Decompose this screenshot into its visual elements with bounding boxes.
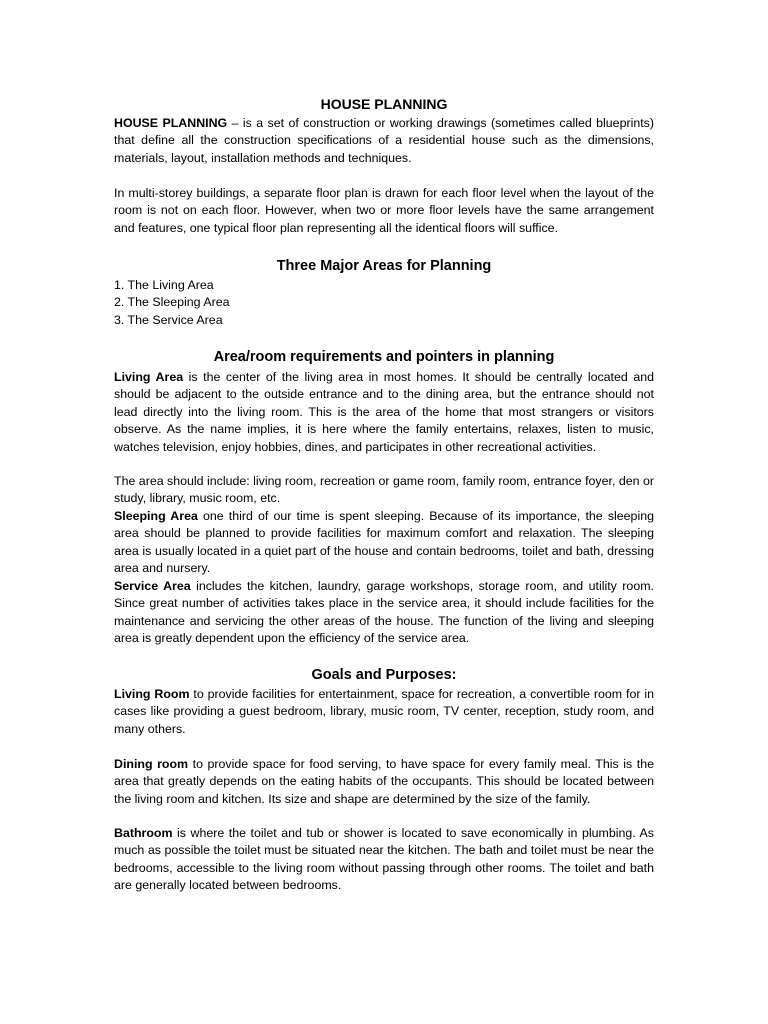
bathroom-text: is where the toilet and tub or shower is located to save economically in plumbing. As much as possible the toilet must be situated near the kitchen. The bath and toilet must be near the bedrooms, accessible to the living room without passing through other rooms. The toilet and bath are generally located between bedrooms. bbox=[114, 826, 654, 893]
living-room-term: Living Room bbox=[114, 687, 190, 701]
bathroom-term: Bathroom bbox=[114, 826, 173, 840]
living-area-text: is the center of the living area in most homes. It should be centrally located and should be adjacent to the outside entrance and to the dining area, but the entrance should not lead directly into the living room. This is the area of the home that most strangers or visitors observe. As the name implies, it is here where the family entertains, relaxes, listen to music, watches television, enjoy hobbies, dines, and participates in other recreational activities. bbox=[114, 370, 654, 454]
list-item: 3. The Service Area bbox=[114, 312, 223, 327]
multistorey-paragraph: In multi-storey buildings, a separate floor plan is drawn for each floor level when the layout of the room is not on each floor. However, when two or more floor levels have the same arrangement and features, one typical floor plan representing all the identical floors will suffice. bbox=[114, 186, 654, 235]
dining-room-text: to provide space for food serving, to have space for every family meal. This is the area that greatly depends on the eating habits of the occupants. This should be located between the living room and kitchen. Its size and shape are determined by the size of the family. bbox=[114, 757, 654, 806]
service-area-text: includes the kitchen, laundry, garage workshops, storage room, and utility room. Since great number of activities takes place in the service area, it should include facilities for the maintenance and servicing the other areas of the house. The function of the living and sleeping area is greatly dependent upon the efficiency of the service area. bbox=[114, 579, 654, 646]
service-area-paragraph bbox=[114, 578, 654, 648]
living-room-text: to provide facilities for entertainment, space for recreation, a convertible room for in cases like providing a guest bedroom, library, music room, TV center, reception, study room, and many others. bbox=[114, 687, 655, 736]
sleeping-area-text: one third of our time is spent sleeping. Because of its importance, the sleeping area should be planned to provide facilities for maximum comfort and relaxation. The sleeping area is usually located in a quiet part of the house and contain bedrooms, toilet and bath, dressing area and nursery. bbox=[114, 509, 654, 576]
major-areas-heading: Three Major Areas for Planning bbox=[276, 258, 492, 274]
living-area-term: Living Area bbox=[114, 370, 184, 384]
bathroom-paragraph bbox=[114, 825, 654, 895]
major-areas-list bbox=[114, 277, 654, 329]
sleeping-area-term: Sleeping Area bbox=[114, 509, 198, 523]
list-item: 2. The Sleeping Area bbox=[114, 295, 230, 310]
goals-heading: Goals and Purposes: bbox=[311, 667, 457, 683]
requirements-heading: Area/room requirements and pointers in planning bbox=[213, 349, 555, 365]
living-room-paragraph bbox=[114, 686, 654, 738]
intro-paragraph bbox=[114, 115, 654, 167]
dining-room-term: Dining room bbox=[114, 757, 189, 771]
page-title: HOUSE PLANNING bbox=[320, 96, 448, 112]
intro-term: HOUSE PLANNING bbox=[114, 116, 228, 130]
include-paragraph: The area should include: living room, recreation or game room, family room, entrance foyer, den or study, library, music room, etc. bbox=[114, 474, 654, 506]
list-item: 1. The Living Area bbox=[114, 278, 214, 292]
service-area-term: Service Area bbox=[114, 579, 191, 593]
dining-room-paragraph bbox=[114, 756, 654, 808]
sleeping-area-paragraph bbox=[114, 508, 654, 578]
intro-text: – is a set of construction or working drawings (sometimes called blueprints) that define all the construction specifications of a residential house such as the dimensions, materials, layout, installation methods and techniques. bbox=[114, 116, 655, 165]
living-area-paragraph bbox=[114, 369, 654, 456]
